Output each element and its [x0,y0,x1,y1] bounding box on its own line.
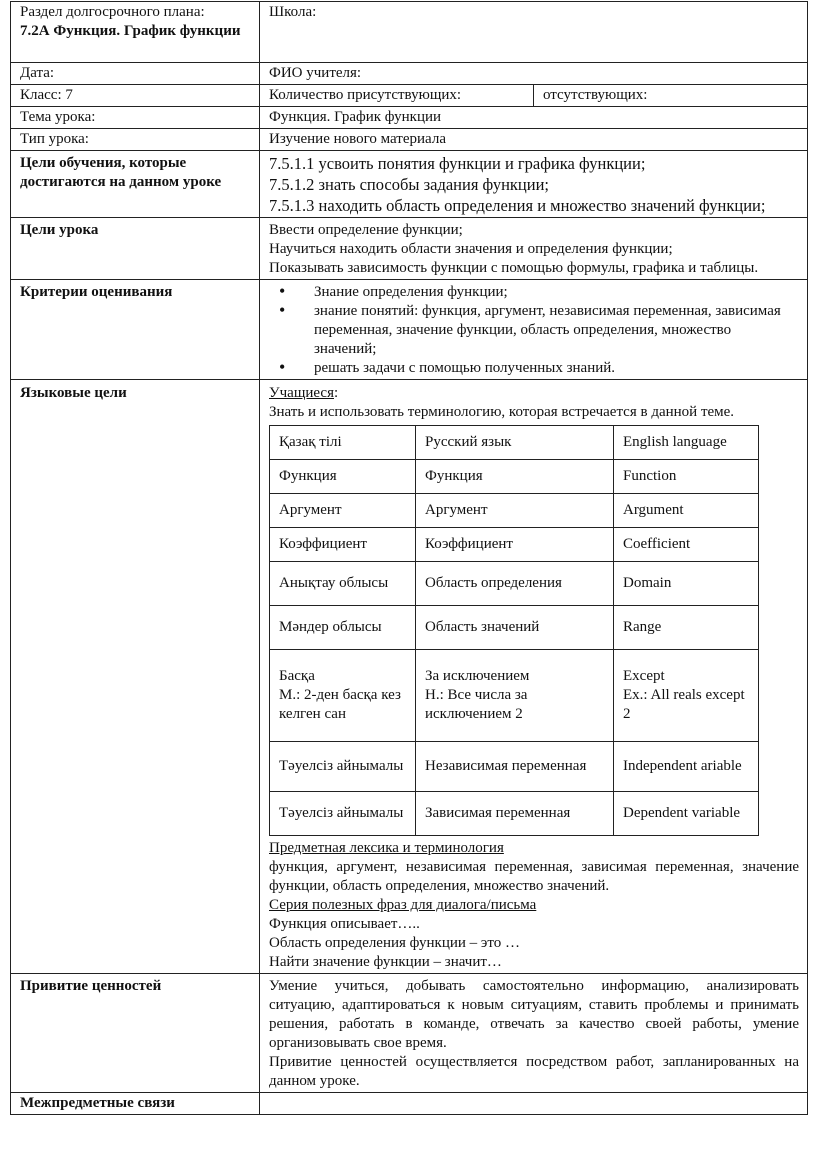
term-english: Dependent variable [614,792,759,836]
lesson-goals-cell [260,218,808,280]
term-english: Range [614,606,759,650]
class-row [11,85,808,107]
students-line: Учащиеся: [269,385,339,401]
type-row [11,129,808,151]
language-row [11,380,808,974]
term-kazakh: Коэффициент [270,528,416,562]
term-english: Function [614,460,759,494]
term-russian: За исключением Н.: Все числа за исключением 2 [416,650,614,742]
phrases-title: Серия полезных фраз для диалога/письма [269,897,537,913]
header-russian: Русский язык [416,426,614,460]
criteria-cell [260,280,808,380]
type-label: Тип урока: [11,129,260,151]
section-label: Раздел долгосрочного плана: [20,4,205,20]
terminology-header-row [270,426,759,460]
term-english: Except Ex.: All reals except 2 [614,650,759,742]
term-russian: Аргумент [416,494,614,528]
term-russian: Коэффициент [416,528,614,562]
type-value: Изучение нового материала [260,129,808,151]
phrase-line: Область определения функции – это … [269,935,520,951]
terminology-row [270,494,759,528]
header-english: English language [614,426,759,460]
school-label: Школа: [269,4,317,20]
objectives-row [11,151,808,218]
term-english: Coefficient [614,528,759,562]
date-row [11,63,808,85]
date-label: Дата: [11,63,260,85]
criteria-item: • Знание определения функции; [301,283,787,302]
criteria-item: • знание понятий: функция, аргумент, независимая переменная, зависимая переменная, значение функции, область определения, множество значений; [301,302,787,359]
term-english: Argument [614,494,759,528]
criteria-row [11,280,808,380]
objectives-cell [260,151,808,218]
terminology-row [270,528,759,562]
term-kazakh: Анықтау облысы [270,562,416,606]
values-cell [260,974,808,1093]
term-kazakh: Тәуелсіз айнымалы [270,742,416,792]
lesson-plan-table [10,1,808,1115]
criteria-list [269,283,787,378]
section-value: 7.2А Функция. График функции [20,23,241,39]
objective-item: 7.5.1.1 усвоить понятия функции и графика функции; [269,154,646,173]
section-cell [11,2,260,63]
vocab-text: функция, аргумент, независимая переменная, зависимая переменная, значение функции, область определения, множество значений. [269,859,799,894]
phrase-line: Найти значение функции – значит… [269,954,502,970]
language-label: Языковые цели [11,380,260,974]
term-kazakh: Мәндер облысы [270,606,416,650]
interdisciplinary-row [11,1093,808,1115]
term-kazakh: Басқа М.: 2-ден басқа кез келген сан [270,650,416,742]
lesson-goal-line: Научиться находить области значения и определения функции; [269,241,673,257]
students-label: Учащиеся [269,385,334,401]
terminology-row [270,650,759,742]
absent-label: отсутствующих: [534,85,808,107]
language-cell [260,380,808,974]
values-row [11,974,808,1093]
terminology-row [270,562,759,606]
lesson-goal-line: Ввести определение функции; [269,222,463,238]
terminology-row [270,742,759,792]
teacher-label: ФИО учителя: [260,63,808,85]
lesson-goals-row [11,218,808,280]
lesson-goals-label: Цели урока [11,218,260,280]
term-english: Domain [614,562,759,606]
term-kazakh: Аргумент [270,494,416,528]
terminology-row [270,460,759,494]
term-kazakh: Функция [270,460,416,494]
language-intro: Знать и использовать терминологию, которая встречается в данной теме. [269,404,735,420]
terminology-table [269,425,759,836]
topic-label: Тема урока: [11,107,260,129]
values-paragraph: Привитие ценностей осуществляется посредством работ, запланированных на данном уроке. [269,1054,799,1089]
class-label: Класс: 7 [11,85,260,107]
term-russian: Область определения [416,562,614,606]
terminology-row [270,606,759,650]
terminology-row [270,792,759,836]
objectives-label: Цели обучения, которые достигаются на данном уроке [11,151,260,218]
term-russian: Функция [416,460,614,494]
header-kazakh: Қазақ тілі [270,426,416,460]
term-english: Independent ariable [614,742,759,792]
school-cell [260,2,808,63]
topic-value: Функция. График функции [260,107,808,129]
values-label: Привитие ценностей [11,974,260,1093]
header-row [11,2,808,63]
criteria-item: • решать задачи с помощью полученных знаний. [301,359,787,378]
topic-row [11,107,808,129]
lesson-goal-line: Показывать зависимость функции с помощью формулы, графика и таблицы. [269,260,759,276]
term-kazakh: Тәуелсіз айнымалы [270,792,416,836]
term-russian: Зависимая переменная [416,792,614,836]
present-label: Количество присутствующих: [260,85,534,107]
objective-item: 7.5.1.2 знать способы задания функции; [269,175,549,194]
term-russian: Область значений [416,606,614,650]
criteria-label: Критерии оценивания [11,280,260,380]
term-russian: Независимая переменная [416,742,614,792]
values-paragraph: Умение учиться, добывать самостоятельно информацию, анализировать ситуацию, адаптироваться к новым ситуациям, ставить проблемы и принимать решения, работать в команде, отвечать за качество своей работы, умение организовывать свое время. [269,978,799,1051]
interdisciplinary-cell [260,1093,808,1115]
objective-item: 7.5.1.3 находить область определения и множество значений функции; [269,196,766,215]
phrase-line: Функция описывает….. [269,916,420,932]
vocab-title: Предметная лексика и терминология [269,840,504,856]
interdisciplinary-label: Межпредметные связи [11,1093,260,1115]
